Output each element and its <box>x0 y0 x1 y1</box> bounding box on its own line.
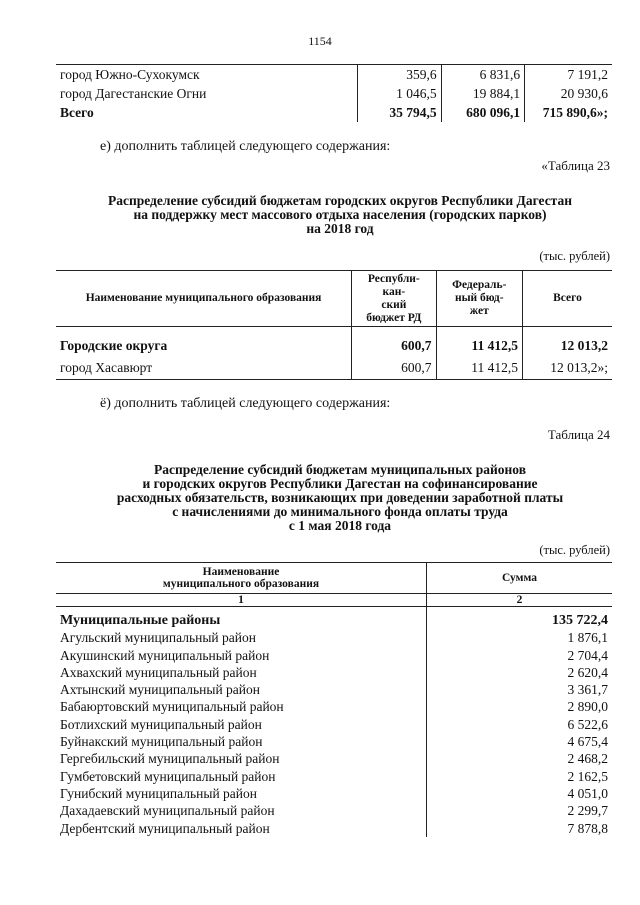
table-row <box>56 84 612 103</box>
table-24 <box>56 562 612 837</box>
table-row: Ахвахский муниципальный район 2 620,4 <box>56 664 612 681</box>
total-value: 715 890,6»; <box>525 103 612 122</box>
row-value: 600,7 <box>352 327 436 358</box>
title-line: Распределение субсидий бюджетам муниципальных районов <box>153 462 527 477</box>
row-value: 359,6 <box>358 65 442 85</box>
header-republic-budget: Республи- кан- ский бюджет РД <box>352 271 436 327</box>
row-name: город Дагестанские Огни <box>60 86 207 101</box>
title-line: Распределение субсидий бюджетам городских округов Республики Дагестан <box>107 193 573 208</box>
row-value: 1 046,5 <box>358 84 442 103</box>
row-name: Городские округа <box>60 338 168 353</box>
table-23-units: (тыс. рублей) <box>539 249 610 263</box>
table-row: Агульский муниципальный район 1 876,1 <box>56 629 612 646</box>
paragraph-e: е) дополнить таблицей следующего содержания: <box>100 139 391 154</box>
title-line: с 1 мая 2018 года <box>288 518 392 533</box>
row-value: 7 191,2 <box>525 65 612 85</box>
table-row: Гунибский муниципальный район 4 051,0 <box>56 785 612 802</box>
table-23-label: «Таблица 23 <box>541 158 610 173</box>
row-name: город Хасавюрт <box>60 360 153 375</box>
header-row <box>56 271 612 327</box>
row-value: 12 013,2 <box>522 327 612 358</box>
table-row: Акушинский муниципальный район 2 704,4 <box>56 647 612 664</box>
title-line: с начислениями до минимального фонда оплаты труда <box>172 504 508 519</box>
row-value: 600,7 <box>352 357 436 380</box>
total-value: 35 794,5 <box>358 103 442 122</box>
header-name: Наименование муниципального образования <box>56 271 352 327</box>
row-value: 11 412,5 <box>436 327 522 358</box>
page-number: 1154 <box>308 34 332 48</box>
table-row: Дахадаевский муниципальный район 2 299,7 <box>56 802 612 819</box>
column-index: 2 <box>427 594 613 607</box>
group-row <box>56 607 612 630</box>
table-row: Ахтынский муниципальный район 3 361,7 <box>56 681 612 698</box>
row-value: 6 831,6 <box>441 65 525 85</box>
total-value: 680 096,1 <box>441 103 525 122</box>
row-name: город Южно-Сухокумск <box>60 67 200 82</box>
table-row <box>56 327 612 358</box>
title-line: на поддержку мест массового отдыха населения (городских парков) <box>133 207 547 222</box>
header-federal-budget: Федераль- ный бюд- жет <box>436 271 522 327</box>
row-value: 12 013,2»; <box>522 357 612 380</box>
total-label: Всего <box>60 105 94 120</box>
header-row <box>56 563 612 594</box>
title-line: на 2018 год <box>306 221 374 236</box>
table-24-title <box>40 463 640 533</box>
index-row <box>56 594 612 607</box>
table-24-units: (тыс. рублей) <box>539 543 610 557</box>
row-value: 11 412,5 <box>436 357 522 380</box>
table-24-label: Таблица 24 <box>547 427 610 442</box>
title-line: расходных обязательств, возникающих при доведении заработной платы <box>116 490 564 505</box>
header-sum: Сумма <box>427 563 613 594</box>
table-row: Гергебильский муниципальный район 2 468,2 <box>56 750 612 767</box>
column-index: 1 <box>56 594 427 607</box>
group-value: 135 722,4 <box>427 607 613 630</box>
table-row <box>56 357 612 380</box>
row-value: 20 930,6 <box>525 84 612 103</box>
table-row: Дербентский муниципальный район 7 878,8 <box>56 820 612 837</box>
total-row <box>56 103 612 122</box>
table-row: Буйнакский муниципальный район 4 675,4 <box>56 733 612 750</box>
table-row: Бабаюртовский муниципальный район 2 890,0 <box>56 698 612 715</box>
header-total: Всего <box>522 271 612 327</box>
group-name: Муниципальные районы <box>60 613 221 628</box>
row-value: 19 884,1 <box>441 84 525 103</box>
table-row: Гумбетовский муниципальный район 2 162,5 <box>56 768 612 785</box>
title-line: и городских округов Республики Дагестан на софинансирование <box>142 476 538 491</box>
continuation-table <box>56 64 612 122</box>
header-name: Наименование муниципального образования <box>56 563 427 594</box>
table-row: Ботлихский муниципальный район 6 522,6 <box>56 716 612 733</box>
table-23-title <box>40 194 640 236</box>
table-row <box>56 65 612 85</box>
paragraph-yo: ё) дополнить таблицей следующего содержания: <box>100 396 391 411</box>
table-23 <box>56 270 612 380</box>
